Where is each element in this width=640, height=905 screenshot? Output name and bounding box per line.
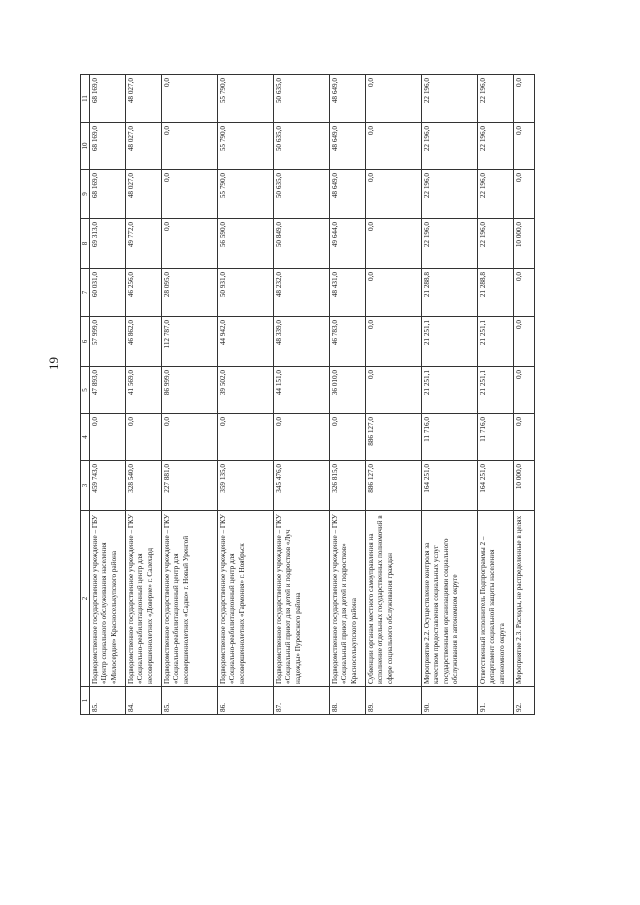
column-number: 11 xyxy=(81,75,90,123)
cell-value: 46 862,0 xyxy=(126,317,162,367)
cell-value: 22 196,0 xyxy=(478,170,514,219)
cell-value: 68 169,0 xyxy=(90,170,126,219)
cell-value: 21 251,1 xyxy=(478,367,514,414)
row-name: Подведомственное государственное учреждение – ГКУ «Социальный приют для детей и подростков» Красноселькупского района xyxy=(330,511,366,687)
cell-value: 22 196,0 xyxy=(478,123,514,170)
row-name: Мероприятие 2.3. Расходы, не распределенные в целях xyxy=(514,511,535,687)
row-index: 85. xyxy=(162,687,218,715)
cell-value: 28 095,0 xyxy=(162,269,218,317)
cell-value: 0,0 xyxy=(514,123,535,170)
cell-value: 21 251,1 xyxy=(422,367,478,414)
cell-value: 21 288,8 xyxy=(478,269,514,317)
row-index: 85. xyxy=(90,687,126,715)
row-name: Подведомственное государственное учреждение – ГБУ «Центр социального обслуживания населения «Милосердие» Красноселькупского района xyxy=(90,511,126,687)
table-row xyxy=(218,75,274,715)
row-index: 92. xyxy=(514,687,535,715)
cell-value: 0,0 xyxy=(514,367,535,414)
cell-value: 164 251,0 xyxy=(422,461,478,511)
cell-value: 112 787,0 xyxy=(162,317,218,367)
cell-value: 56 590,0 xyxy=(218,219,274,269)
cell-value: 0,0 xyxy=(366,170,422,219)
cell-value: 459 743,0 xyxy=(90,461,126,511)
table-row xyxy=(274,75,330,715)
cell-value: 0,0 xyxy=(514,170,535,219)
cell-value: 227 881,0 xyxy=(162,461,218,511)
cell-value: 22 196,0 xyxy=(422,219,478,269)
cell-value: 0,0 xyxy=(514,75,535,123)
cell-value: 49 644,0 xyxy=(330,219,366,269)
cell-value: 21 251,1 xyxy=(478,317,514,367)
cell-value: 10 000,0 xyxy=(514,461,535,511)
cell-value: 0,0 xyxy=(162,414,218,461)
cell-value: 48 027,0 xyxy=(126,75,162,123)
table-row xyxy=(90,75,126,715)
cell-value: 46 783,0 xyxy=(330,317,366,367)
cell-value: 48 339,0 xyxy=(274,317,330,367)
cell-value: 69 313,0 xyxy=(90,219,126,269)
cell-value: 50 931,0 xyxy=(218,269,274,317)
rotated-table-container xyxy=(80,75,530,715)
cell-value: 48 027,0 xyxy=(126,170,162,219)
row-index: 91. xyxy=(478,687,514,715)
cell-value: 50 635,0 xyxy=(274,170,330,219)
cell-value: 68 169,0 xyxy=(90,75,126,123)
cell-value: 0,0 xyxy=(514,269,535,317)
column-number: 1 xyxy=(81,687,90,715)
cell-value: 328 540,0 xyxy=(126,461,162,511)
cell-value: 0,0 xyxy=(162,219,218,269)
cell-value: 345 476,0 xyxy=(274,461,330,511)
cell-value: 68 169,0 xyxy=(90,123,126,170)
column-number: 10 xyxy=(81,123,90,170)
cell-value: 11 716,0 xyxy=(422,414,478,461)
cell-value: 44 942,0 xyxy=(218,317,274,367)
cell-value: 21 288,8 xyxy=(422,269,478,317)
column-number: 6 xyxy=(81,317,90,367)
table-row xyxy=(162,75,218,715)
page-number: 19 xyxy=(46,357,61,370)
cell-value: 46 256,0 xyxy=(126,269,162,317)
cell-value: 0,0 xyxy=(162,123,218,170)
cell-value: 0,0 xyxy=(366,123,422,170)
row-name: Подведомственное государственное учреждение – ГКУ «Социальный приют для детей и подростков «Луч надежды» Пуровского района xyxy=(274,511,330,687)
cell-value: 0,0 xyxy=(366,367,422,414)
cell-value: 326 815,0 xyxy=(330,461,366,511)
cell-value: 0,0 xyxy=(274,414,330,461)
cell-value: 0,0 xyxy=(218,414,274,461)
column-number: 5 xyxy=(81,367,90,414)
table-row xyxy=(330,75,366,715)
row-index: 90. xyxy=(422,687,478,715)
cell-value: 22 196,0 xyxy=(478,75,514,123)
column-number: 9 xyxy=(81,170,90,219)
cell-value: 22 196,0 xyxy=(422,123,478,170)
cell-value: 41 569,0 xyxy=(126,367,162,414)
cell-value: 164 251,0 xyxy=(478,461,514,511)
cell-value: 48 027,0 xyxy=(126,123,162,170)
table-row xyxy=(478,75,514,715)
table-row xyxy=(366,75,422,715)
cell-value: 48 649,0 xyxy=(330,123,366,170)
cell-value: 55 790,0 xyxy=(218,170,274,219)
cell-value: 0,0 xyxy=(514,414,535,461)
cell-value: 0,0 xyxy=(162,75,218,123)
table-row xyxy=(126,75,162,715)
row-index: 86. xyxy=(218,687,274,715)
column-number: 8 xyxy=(81,219,90,269)
cell-value: 0,0 xyxy=(126,414,162,461)
cell-value: 48 649,0 xyxy=(330,170,366,219)
column-number: 4 xyxy=(81,414,90,461)
row-name: Подведомственное государственное учреждение – ГКУ «Социально-реабилитационный центр для несовершеннолетних «Доверие» г. Салехард xyxy=(126,511,162,687)
cell-value: 10 000,0 xyxy=(514,219,535,269)
table-row xyxy=(514,75,535,715)
cell-value: 47 893,0 xyxy=(90,367,126,414)
row-name: Субвенции органам местного самоуправления на исполнение отдельных государственных полномочий в сфере социального обслуживания граждан xyxy=(366,511,422,687)
row-index: 89. xyxy=(366,687,422,715)
cell-value: 22 196,0 xyxy=(478,219,514,269)
cell-value: 359 135,0 xyxy=(218,461,274,511)
row-index: 84. xyxy=(126,687,162,715)
cell-value: 11 716,0 xyxy=(478,414,514,461)
cell-value: 57 999,0 xyxy=(90,317,126,367)
cell-value: 21 251,1 xyxy=(422,317,478,367)
cell-value: 44 151,0 xyxy=(274,367,330,414)
cell-value: 0,0 xyxy=(366,75,422,123)
budget-table xyxy=(80,74,535,715)
row-name: Подведомственное государственное учреждение – ГКУ «Социально-реабилитационный центр для несовершеннолетних «Гармония» г. Ноябрьск xyxy=(218,511,274,687)
row-index: 87. xyxy=(274,687,330,715)
cell-value: 0,0 xyxy=(90,414,126,461)
row-name: Мероприятие 2.2. Осуществление контроля за качеством предоставления социальных услуг государственными организациями социального обслуживания в автономном округе xyxy=(422,511,478,687)
cell-value: 22 196,0 xyxy=(422,170,478,219)
cell-value: 0,0 xyxy=(514,317,535,367)
cell-value: 39 502,0 xyxy=(218,367,274,414)
cell-value: 36 010,0 xyxy=(330,367,366,414)
cell-value: 49 772,0 xyxy=(126,219,162,269)
cell-value: 0,0 xyxy=(366,269,422,317)
row-name: Подведомственное государственное учреждение – ГКУ «Социально-реабилитационный центр для несовершеннолетних «Садко» г. Новый Уренгой xyxy=(162,511,218,687)
cell-value: 48 232,0 xyxy=(274,269,330,317)
column-number: 3 xyxy=(81,461,90,511)
cell-value: 0,0 xyxy=(366,317,422,367)
column-number-row xyxy=(81,75,90,715)
cell-value: 50 849,0 xyxy=(274,219,330,269)
cell-value: 0,0 xyxy=(366,219,422,269)
cell-value: 0,0 xyxy=(330,414,366,461)
cell-value: 60 031,0 xyxy=(90,269,126,317)
cell-value: 50 635,0 xyxy=(274,75,330,123)
column-number: 7 xyxy=(81,269,90,317)
cell-value: 886 127,0 xyxy=(366,461,422,511)
cell-value: 50 635,0 xyxy=(274,123,330,170)
cell-value: 886 127,0 xyxy=(366,414,422,461)
cell-value: 55 790,0 xyxy=(218,123,274,170)
table-row xyxy=(422,75,478,715)
row-index: 88. xyxy=(330,687,366,715)
column-number: 2 xyxy=(81,511,90,687)
cell-value: 86 999,0 xyxy=(162,367,218,414)
cell-value: 0,0 xyxy=(162,170,218,219)
cell-value: 48 431,0 xyxy=(330,269,366,317)
cell-value: 55 790,0 xyxy=(218,75,274,123)
cell-value: 22 196,0 xyxy=(422,75,478,123)
cell-value: 48 649,0 xyxy=(330,75,366,123)
row-name: Ответственный исполнитель Подпрограммы 2 – департамент социальной защиты населения автономного округа xyxy=(478,511,514,687)
